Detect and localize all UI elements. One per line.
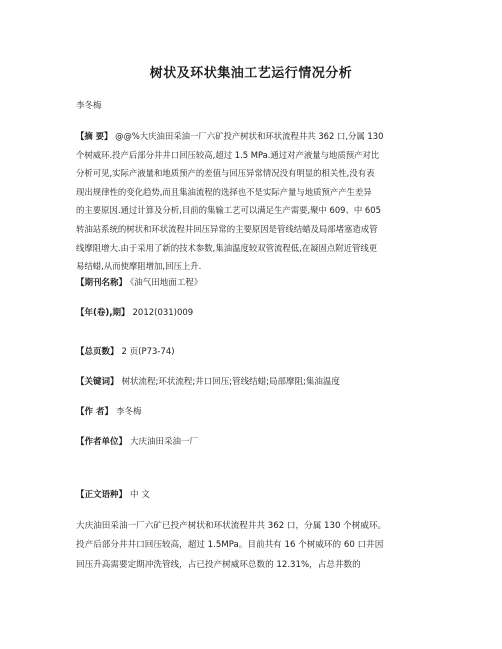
field-value: 树状流程;环状流程;井口回压;管线结蜡;局部摩阻;集油温度 bbox=[121, 377, 340, 387]
total-pages-field bbox=[76, 345, 175, 357]
journal-name-field bbox=[76, 276, 202, 288]
body-line: 投产后部分井井口回压较高，超过 1.5MPa。目前共有 16 个树威环的 60 口井因 bbox=[76, 540, 384, 551]
field-label: 【期刊名称】 bbox=[76, 278, 128, 288]
body-paragraph bbox=[76, 517, 436, 575]
field-value: 李冬梅 bbox=[115, 407, 142, 417]
body-line: 回压升高需要定期冲洗管线，占已投产树威环总数的 12.31%，占总井数的 bbox=[76, 559, 361, 570]
field-label: 【正文语种】 bbox=[76, 490, 128, 500]
abstract-block bbox=[76, 127, 431, 276]
author-field bbox=[76, 405, 141, 417]
abstract-line: 个树威环.投产后部分井井口回压较高,超过 1.5 MPa.通过对产液量与地质预产对比 bbox=[76, 149, 380, 160]
abstract-label: 【摘 要】 bbox=[76, 131, 113, 141]
field-label: 【总页数】 bbox=[76, 347, 119, 357]
abstract-line: 线摩阻增大.由于采用了新的技术参数,集油温度较双管流程低,在凝固点附近管线更 bbox=[76, 242, 378, 253]
field-label: 【年(卷),期】 bbox=[76, 308, 130, 318]
abstract-line: 现出规律性的变化趋势,而且集油流程的选择也不是实际产量与地质预产产生差异 bbox=[76, 186, 372, 197]
field-value: 《油气田地面工程》 bbox=[130, 278, 203, 288]
field-value: 2012(031)009 bbox=[132, 308, 194, 318]
abstract-line: 的主要原因.通过计算及分析,目前的集输工艺可以满足生产需要,聚中 609、中 605 bbox=[76, 205, 381, 216]
keywords-field bbox=[76, 375, 340, 387]
abstract-line: 分析可见,实际产液量和地质预产的差值与回压异常情况没有明显的相关性,没有表 bbox=[76, 168, 375, 179]
field-label: 【作者单位】 bbox=[76, 437, 128, 447]
field-value: 大庆油田采油一厂 bbox=[130, 437, 199, 447]
field-value: 2 页(P73-74) bbox=[121, 347, 175, 357]
year-volume-issue-field bbox=[76, 306, 193, 318]
abstract-text: @@%大庆油田采油一厂六矿投产树状和环状流程井共 362 口,分属 130 bbox=[115, 131, 384, 141]
language-field bbox=[76, 488, 150, 500]
body-line: 大庆油田采油一厂六矿已投产树状和环状流程井共 362 口，分属 130 个树威环。 bbox=[76, 521, 387, 531]
author-name: 李冬梅 bbox=[76, 101, 102, 111]
document-title: 树状及环状集油工艺运行情况分析 bbox=[149, 66, 353, 81]
abstract-line: 易结蜡,从而使摩阻增加,回压上升. bbox=[76, 261, 202, 272]
abstract-line bbox=[76, 127, 431, 146]
field-label: 【作 者】 bbox=[76, 407, 113, 417]
author-affiliation-field bbox=[76, 435, 198, 447]
abstract-line: 转油站系统的树状和环状流程井回压异常的主要原因是管线结蜡及局部堵塞造成管 bbox=[76, 223, 378, 234]
field-label: 【关键词】 bbox=[76, 377, 119, 387]
field-value: 中 文 bbox=[130, 490, 150, 500]
